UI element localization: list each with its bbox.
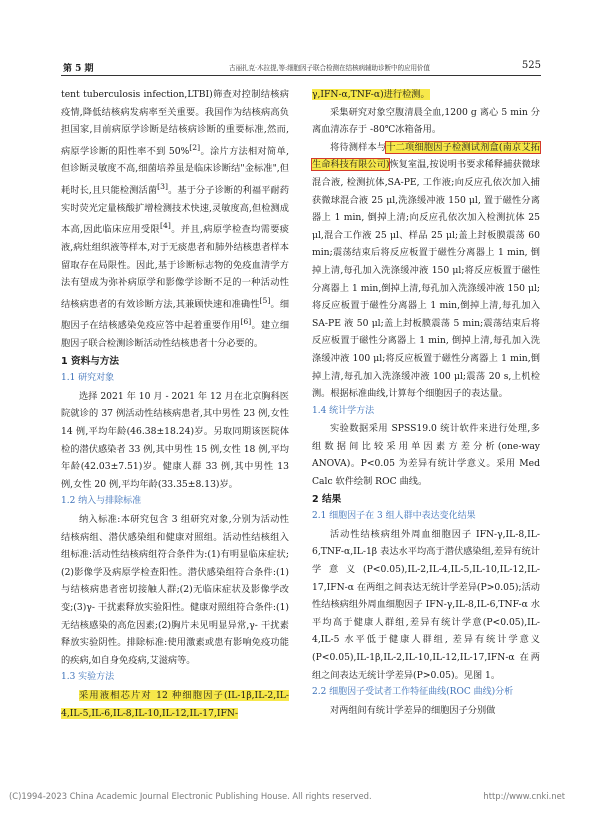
subheading-statistics: 1.4 统计学方法	[312, 405, 375, 416]
section-heading-results: 2 结果	[312, 493, 342, 505]
expression-paragraph: 活动性结核病组外周血细胞因子 IFN-γ,IL-8,IL-6,TNF-α,IL-1β 表达水平均高于潜伏感染组,差异有统计学意义(P<0.05),IL-2,IL-4,IL-5,IL-10,IL-12,IL-17,IFN-α 在两组之间表达无统计学差异(P>0.05);活动性结核病组外周血细胞因子 IFN-γ,IL-8,IL-6,TNF-α 水平均高于健康人群组,差异有统计学意(P<0.05),IL-4,IL-5 水平低于健康人群组, 差异有统计学意义(P<0.05),IL-1β,IL-2,IL-10,IL-12,IL-17,IFN-α 在两组之间表达无统计学差异(P>0.05)。见图 1。	[312, 528, 540, 681]
highlighted-text[interactable]: γ,IFN-α,TNF-α)进行检测。	[312, 89, 430, 100]
highlighted-text[interactable]: 采用液相芯片对 12 种细胞因子(IL-1β,IL-2,IL-4,IL-5,IL-6,IL-8,IL-10,IL-12,IL-17,IFN-	[61, 689, 289, 719]
subheading-experiment: 1.3 实验方法	[61, 672, 115, 683]
subheading-subjects: 1.1 研究对象	[61, 373, 115, 384]
site-url: http://www.cnki.net	[483, 791, 565, 801]
left-column	[61, 86, 289, 722]
kit-paragraph: 将待测样本与十二项细胞因子检测试剂盒(南京艾拓生命科技有限公司)恢复室温,按说明书要求稀释捕获微球混合液, 检测抗体,SA-PE, 工作液;向反应孔依次加入捕获微球混合液 25 μl,洗涤缓冲液 150 μl, 置于磁性分离器上 1 min, 倒掉上清;向反应孔依次加入检测抗体 25 μl,混合工作液 25 μl、样品 25 μl;盖上封板膜震荡 60 min;震荡结束后将反应板置于磁性分离器上 1 min, 倒掉上清,每孔加入洗涤缓冲液 150 μl;将反应板置于磁性分离器上 1 min,倒掉上清,每孔加入洗涤缓冲液 150 μl;将反应板置于磁性分离器上 1 min,倒掉上清,每孔加入 SA-PE 液 50 μl;盖上封板膜震荡 5 min;震荡结束后将反应板置于磁性分离器上 1 min, 倒掉上清,每孔加入洗涤缓冲液 100 μl;将反应板置于磁性分离器上 1 min,倒掉上清,每孔加入洗涤缓冲液 100 μl;震荡 20 s,上机检测。根据标准曲线,计算每个细胞因子的表达量。	[312, 141, 540, 400]
roc-paragraph: 对两组间有统计学差异的细胞因子分别做	[330, 704, 496, 716]
highlighted-kit-name[interactable]: 十二项细胞因子检测试剂盒(南京艾拓生命科技有限公司)	[312, 141, 540, 171]
sample-paragraph: 采集研究对象空腹清晨全血,1200 g 离心 5 min 分离血清冻存于 -80℃冰箱备用。	[312, 106, 540, 136]
subheading-criteria: 1.2 纳入与排除标准	[61, 496, 142, 507]
statistics-paragraph: 实验数据采用 SPSS19.0 统计软件来进行处理,多组数据间比较采用单因素方差分析(one-way ANOVA)。P<0.05 为差异有统计学意义。采用 Med Calc 软件绘制 ROC 曲线。	[312, 423, 540, 488]
experiment-paragraph-cont	[312, 86, 540, 104]
page-number: 525	[521, 60, 541, 71]
running-header	[61, 61, 541, 76]
page-footer	[0, 791, 595, 805]
subheading-expression: 2.1 细胞因子在 3 组人群中表达变化结果	[312, 511, 476, 522]
subheading-roc: 2.2 细胞因子受试者工作特征曲线(ROC 曲线)分析	[312, 687, 514, 698]
section-heading-methods: 1 资料与方法	[61, 355, 119, 367]
subjects-paragraph: 选择 2021 年 10 月 - 2021 年 12 月在北京胸科医院就诊的 37 例活动性结核病患者,其中男性 23 例,女性 14 例,平均年龄(46.38±18.24)岁。另取同期该医院体检的潜伏感染者 33 例,其中男性 15 例,女性 18 例,平均年龄(42.03±7.51)岁。健康人群 33 例,其中男性 13 例,女性 20 例,平均年龄(33.35±8.13)岁。	[61, 390, 289, 490]
experiment-paragraph-start	[61, 687, 289, 722]
copyright-notice: (C)1994-2023 China Academic Journal Electronic Publishing House. All rights reserved.	[9, 791, 372, 801]
right-column	[312, 86, 540, 719]
issue-number: 第 5 期	[63, 64, 94, 74]
running-title: 古丽扎克·木拉提,等:细胞因子联合检测在结核病辅助诊断中的应用价值	[229, 64, 430, 72]
intro-paragraph: tent tuberculosis infection,LTBI)筛查对控制结核病疫情,降低结核病发病率至关重要。我国作为结核病高负担国家,目前病原学诊断是结核病诊断的重要标准,然而,病原学诊断的阳性率不到 50%[2]。涂片方法相对简单,但诊断灵敏度不高,细菌培养虽是临床诊断结"金标准",但耗时长,且只能检测活菌[3]。基于分子诊断的利福平耐药实时荧光定量核酸扩增检测技术快速,灵敏度高,但检测成本高,因此临床应用受限[4]。并且,病原学检查均需要痰液,病灶组织液等样本,对于无痰患者和肺外结核患者样本留取存在局限性。因此,基于诊断标志物的免疫血清学方法有望成为弥补病原学和影像学诊断不足的一种活动性结核病患者的有效诊断方法,其兼顾快速和准确性[5]。细胞因子在结核感染免疫应答中起着重要作用[6]。建立细胞因子联合检测诊断活动性结核患者十分必要的。	[61, 89, 290, 350]
criteria-paragraph: 纳入标准:本研究包含 3 组研究对象,分别为活动性结核病组、潜伏感染组和健康对照组。活动性结核组入组标准:活动性结核病组符合条件为:(1)有明显临床症状;(2)影像学及病原学检查阳性。潜伏感染组符合条件:(1)与结核病患者密切接触人群;(2)无临床症状及影像学改变;(3)γ- 干扰素释放实验阳性。健康对照组符合条件:(1)无结核感染的高危因素;(2)胸片未见明显异常,γ- 干扰素释放实验阴性。排除标准:使用激素或患有影响免疫功能的疾病,如自身免疫病,艾滋病等。	[61, 513, 289, 666]
